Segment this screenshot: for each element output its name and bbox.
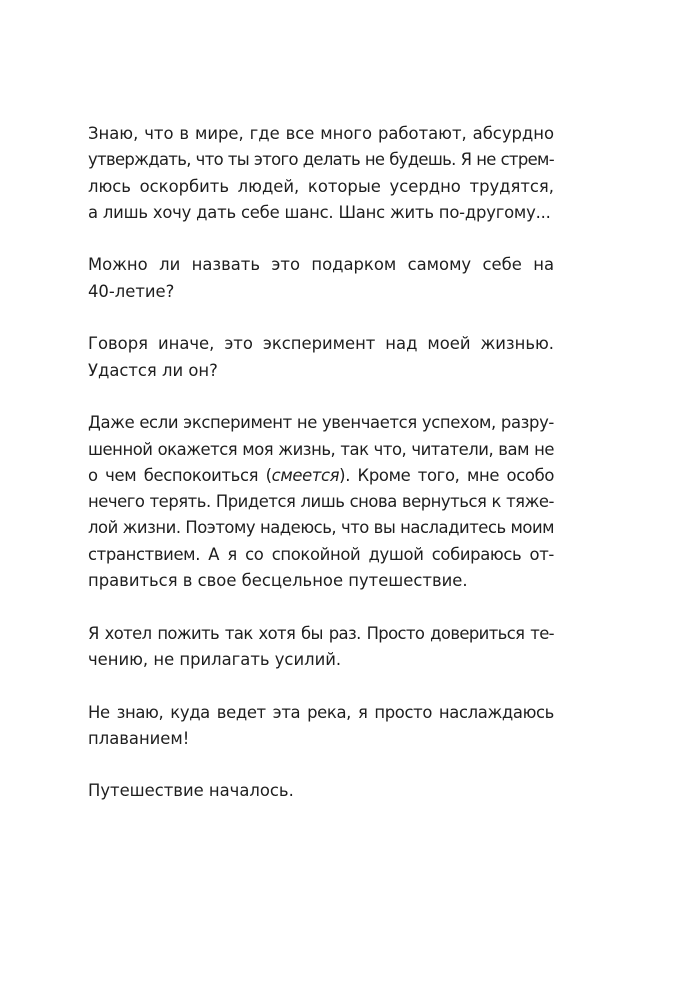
text-line: Можно ли назвать это подарком самому себе на [88, 255, 554, 275]
text-line: Знаю, что в мире, где все много работают, абсурдно [88, 124, 554, 143]
body-text [88, 121, 554, 831]
paragraph-1 [88, 121, 554, 226]
text-line: Говоря иначе, это эксперимент над моей жизнью. [88, 334, 554, 354]
text-line: странствием. А я со спокойной душой собираюсь от- [88, 544, 554, 564]
text-line [88, 463, 554, 489]
paragraph-6 [88, 700, 554, 753]
paragraph-7 [88, 778, 554, 804]
text-line: чению, не прилагать усилий. [88, 649, 342, 669]
text-line: плаванием! [88, 728, 190, 748]
text-line: люсь оскорбить людей, которые усердно трудятся, [88, 176, 554, 196]
text-line: утверждать, что ты этого делать не будешь. Я не стрем- [88, 150, 554, 170]
text-line: Даже если эксперимент не увенчается успехом, разру- [88, 413, 554, 433]
text-fragment: ). Кроме того, мне особо [339, 465, 555, 485]
paragraph-2 [88, 252, 554, 305]
text-line: 40-летие? [88, 281, 175, 301]
paragraph-5 [88, 621, 554, 674]
text-line: Путешествие началось. [88, 781, 294, 801]
text-line: нечего терять. Придется лишь снова вернуться к тяже- [88, 492, 554, 512]
text-line: лой жизни. Поэтому надеюсь, что вы насладитесь моим [88, 518, 555, 538]
text-line: Не знаю, куда ведет эта река, я просто наслаждаюсь [88, 702, 554, 722]
paragraph-4 [88, 410, 554, 594]
text-line: правиться в свое бесцельное путешествие. [88, 571, 468, 591]
text-line: шенной окажется моя жизнь, так что, читатели, вам не [88, 439, 554, 459]
text-line: Удастся ли он? [88, 360, 218, 380]
paragraph-3 [88, 331, 554, 384]
text-line: а лишь хочу дать себе шанс. Шанс жить по-другому... [88, 202, 551, 222]
text-line: Я хотел пожить так хотя бы раз. Просто довериться те- [88, 623, 554, 643]
italic-remark: смеется [271, 465, 340, 485]
text-fragment: о чем беспокоиться ( [88, 465, 272, 485]
